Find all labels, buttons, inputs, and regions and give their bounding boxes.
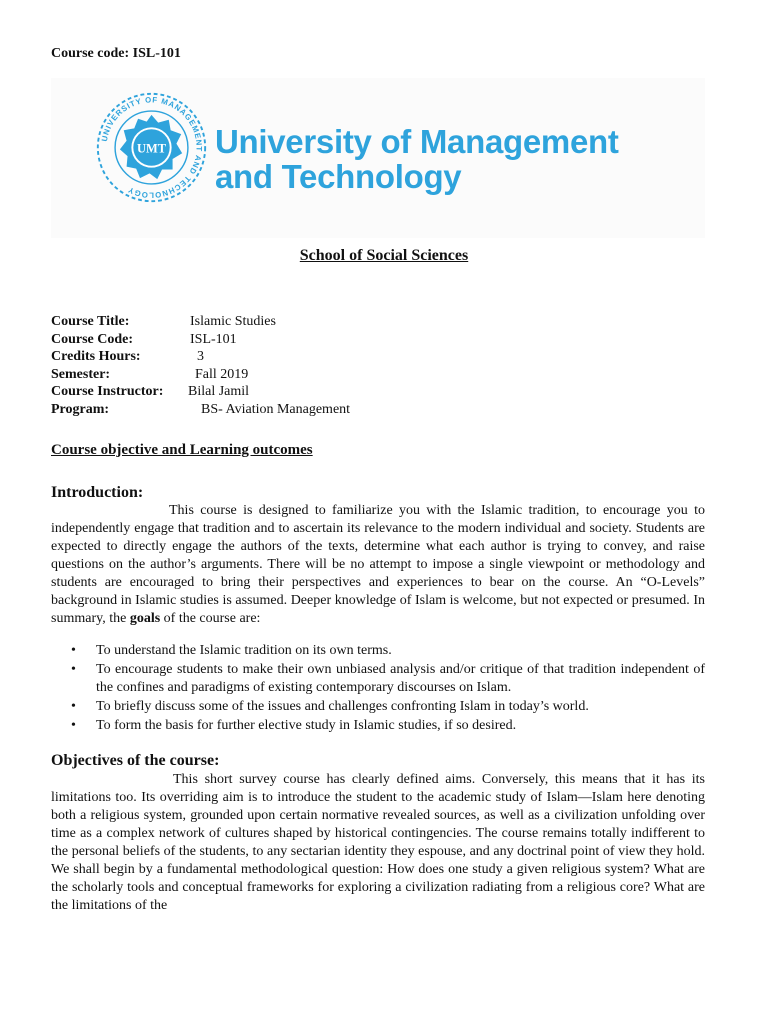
course-objectives-heading: Objectives of the course: — [51, 752, 220, 769]
introduction-text-end: of the course are: — [163, 611, 261, 626]
course-info-label: Credits Hours: — [51, 349, 141, 365]
course-info-value: 3 — [197, 349, 204, 365]
course-info-value: ISL-101 — [190, 331, 237, 347]
goals-word: goals — [129, 611, 161, 626]
bullet-icon: • — [71, 718, 76, 733]
course-info-label: Course Code: — [51, 331, 134, 347]
course-info-label: Course Instructor: — [51, 384, 164, 400]
objectives-outcomes-heading: Course objective and Learning outcomes — [51, 442, 313, 458]
course-objectives-text: This short survey course has clearly defined aims. Conversely, this means that it has its limitations too. Its overriding aim is to introduce the student to the academic study of Islam—Islam here denoting both a religious system, grounded upon certain normative revealed sources, as well as a civilization unfolding over time as a complex network of cultures shaped by historical contingencies. The course remains totally indifferent to the personal beliefs of the students, to any sectarian identity they espouse, and any doctrinal point of view they hold. We shall begin by a fundamental methodological question: How does one study a given religious system? What are the scholarly tools and conceptual frameworks for exploring a civilization radiating from a religious core? What are the limitations of the — [51, 772, 705, 913]
list-item: • To briefly discuss some of the issues and challenges confronting Islam in today’s world. — [71, 699, 589, 714]
school-title: School of Social Sciences — [299, 247, 469, 264]
bullet-icon: • — [71, 643, 76, 658]
list-item: • To form the basis for further elective study in Islamic studies, if so desired. — [71, 718, 517, 733]
course-objectives-paragraph — [51, 771, 705, 915]
course-code-header: Course code: ISL-101 — [51, 46, 181, 61]
university-name-line2: and Technology — [215, 158, 462, 195]
seal-ring-text: UNIVERSITY OF MANAGEMENT AND TECHNOLOGY — [99, 95, 204, 200]
course-info-label: Semester: — [51, 366, 111, 382]
course-info-value: BS- Aviation Management — [201, 401, 351, 417]
list-item: • To encourage students to make their own unbiased analysis and/or critique of that tradition independent of the confines and paradigms of existing contemporary discourses on Islam. — [71, 662, 705, 695]
university-name-line1: University of Management — [215, 123, 619, 160]
introduction-text: This course is designed to familiarize you with the Islamic tradition, to encourage you to independently engage that tradition and to ascertain its relevance to the modern individual and society. Students are expected to directly engage the authors of the texts, determine what each author is trying to convey, and raise questions on the author’s arguments. There will be no attempt to impose a single viewpoint or methodology and students are encouraged to bring their perspectives and experiences to bear on the course. An “O-Levels” background in Islamic studies is assumed. Deeper knowledge of Islam is welcome, but not expected or presumed. In summary, the — [51, 503, 705, 626]
bullet-icon: • — [71, 699, 76, 714]
seal-center-text: UMT — [136, 141, 167, 156]
course-info-value: Bilal Jamil — [188, 384, 250, 400]
introduction-paragraph — [51, 502, 705, 628]
list-item: • To understand the Islamic tradition on its own terms. — [71, 643, 392, 658]
goals-list — [51, 642, 705, 736]
course-info-value: Fall 2019 — [195, 366, 249, 382]
bullet-icon: • — [71, 662, 76, 677]
introduction-heading: Introduction: — [51, 484, 144, 501]
course-info-label: Course Title: — [51, 314, 130, 329]
course-info-label: Program: — [51, 401, 110, 417]
course-info-value: Islamic Studies — [190, 314, 276, 329]
umt-seal-logo — [94, 90, 209, 205]
university-logo-banner — [51, 78, 705, 238]
university-name — [215, 124, 619, 194]
